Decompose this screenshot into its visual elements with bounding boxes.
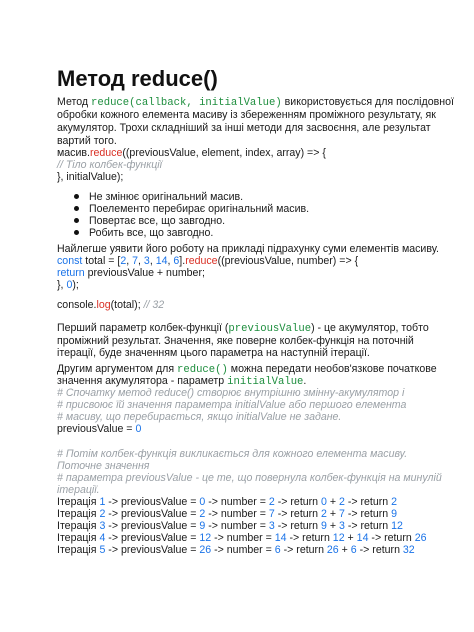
code-keyword: const — [57, 255, 83, 267]
intro-text: Метод — [57, 96, 91, 108]
iteration-text: -> return — [368, 532, 415, 544]
iter-comment: # Потім колбек-функція викликається для кожного елемента масиву. — [57, 448, 408, 460]
code-text: , — [167, 255, 174, 267]
p3-text: можна передати необов'язкове початкове — [227, 363, 437, 375]
iteration-text: -> return — [274, 496, 322, 508]
p2-text: Перший параметр колбек-функції ( — [57, 322, 229, 334]
iteration-text: -> previousValue = — [105, 508, 200, 520]
bullet-item — [74, 227, 213, 239]
iteration-value: 6 — [274, 544, 281, 556]
iteration-value: 32 — [402, 544, 415, 556]
iteration-value: 12 — [332, 532, 345, 544]
bullet-dot-icon — [74, 230, 79, 235]
p2-line-2: проміжний результат. Значення, яке поверне колбек-функція на поточній — [57, 335, 414, 347]
bullet-item — [74, 191, 243, 203]
iteration-text: -> return — [356, 544, 403, 556]
iteration-value: 3 — [99, 520, 106, 532]
iter-comment: Поточне значення — [57, 460, 150, 472]
iteration-value: 14 — [356, 532, 369, 544]
bullet-text: Не змінює оригінальний масив. — [89, 191, 244, 203]
code-function: reduce — [185, 255, 218, 267]
p3-comment: # присвоює їй значення параметра initialValue або першого елемента — [57, 399, 407, 411]
iteration-text: -> number = — [205, 508, 269, 520]
iteration-value: 9 — [391, 508, 398, 520]
iteration-text: + — [326, 496, 339, 508]
code-function: reduce — [89, 147, 123, 159]
iteration-text: -> previousValue = — [105, 496, 200, 508]
iteration-value: 4 — [99, 532, 106, 544]
bullet-text: Поелементо перебирає оригінальний масив. — [89, 203, 310, 215]
bullet-text: Повертає все, що завгодно. — [89, 215, 226, 227]
iteration-value: 3 — [268, 520, 275, 532]
intro-text: використовується для послідовної — [281, 96, 454, 108]
code-keyword: return — [57, 267, 85, 279]
p3-text: . — [303, 375, 307, 387]
bullet-dot-icon — [74, 218, 79, 223]
iteration-row — [57, 496, 397, 508]
iteration-text: + — [326, 508, 339, 520]
code-text: console. — [57, 299, 97, 311]
iter-comment: ітерації. — [57, 484, 100, 496]
iteration-text: -> number = — [211, 532, 275, 544]
iteration-value: 26 — [326, 544, 339, 556]
iteration-text: -> return — [274, 520, 322, 532]
intro-line-3: акумулятор. Трохи складніший за інші методи для засвоєння, але результат — [57, 122, 431, 134]
code-function: log — [96, 299, 111, 311]
code-text: previousValue = — [57, 423, 136, 435]
p2-line-1 — [57, 322, 429, 335]
iteration-text: Ітерація — [57, 532, 100, 544]
iteration-value: 12 — [391, 520, 403, 532]
code-comment: // 32 — [143, 299, 165, 311]
code-text: ); — [72, 279, 79, 291]
code-text: , — [126, 255, 133, 267]
bullet-dot-icon — [74, 206, 79, 211]
code-number: 7 — [132, 255, 139, 267]
iteration-value: 6 — [350, 544, 357, 556]
intro-line-2: обробки кожного елемента масиву із збереженням проміжного результату, як — [57, 109, 436, 121]
code-text: }, — [57, 279, 67, 291]
syntax-comment: // Тіло колбек-функції — [57, 159, 162, 171]
iteration-value: 26 — [414, 532, 427, 544]
iteration-text: -> return — [280, 544, 327, 556]
iteration-value: 5 — [99, 544, 106, 556]
iteration-row — [57, 532, 426, 544]
inline-code: reduce(callback, initialValue) — [91, 97, 282, 109]
bullet-dot-icon — [74, 194, 79, 199]
iteration-value: 7 — [339, 508, 345, 520]
iteration-text: -> return — [344, 508, 392, 520]
p3-comment: # Спочатку метод reduce() створює внутрішню змінну-акумулятор і — [57, 387, 405, 399]
page-title: Метод reduce() — [57, 66, 218, 91]
iteration-text: + — [326, 520, 339, 532]
intro-line-1 — [57, 96, 454, 109]
code-number: 0 — [135, 423, 142, 435]
iteration-text: -> return — [286, 532, 333, 544]
iteration-text: Ітерація — [57, 544, 100, 556]
iteration-value: 0 — [321, 496, 327, 508]
intro-line-4: вартий того. — [57, 135, 117, 147]
iteration-text: Ітерація — [57, 520, 100, 532]
p3-text: значення акумулятора - параметр — [57, 375, 228, 387]
iteration-text: Ітерація — [57, 496, 100, 508]
code-text: total = [ — [82, 255, 121, 267]
prev-init-line — [57, 423, 141, 435]
iteration-text: + — [338, 544, 351, 556]
iteration-text: -> number = — [211, 544, 275, 556]
iteration-value: 0 — [199, 496, 206, 508]
iteration-text: -> number = — [205, 520, 269, 532]
iteration-text: -> number = — [205, 496, 269, 508]
iteration-value: 2 — [339, 496, 345, 508]
iteration-text: -> previousValue = — [105, 520, 200, 532]
example-intro: Найлегше уявити його роботу на прикладі підрахунку суми елементів масиву. — [57, 243, 439, 255]
iteration-text: + — [344, 532, 357, 544]
iteration-value: 1 — [99, 496, 106, 508]
code-text: ((previousValue, number) => { — [217, 255, 359, 267]
code-text: (total); — [110, 299, 144, 311]
p3-text: Другим аргументом для — [57, 363, 177, 375]
code-number: 2 — [120, 255, 127, 267]
iteration-value: 7 — [268, 508, 275, 520]
iteration-row — [57, 508, 397, 520]
inline-code: previousValue — [228, 323, 312, 335]
inline-code: initialValue — [227, 376, 304, 388]
iteration-text: -> return — [344, 520, 392, 532]
iteration-text: -> previousValue = — [105, 532, 200, 544]
iteration-value: 2 — [268, 496, 275, 508]
iteration-text: -> previousValue = — [105, 544, 200, 556]
code-number: 0 — [66, 279, 73, 291]
iteration-row — [57, 520, 403, 532]
code-text: previousValue + number; — [84, 267, 205, 279]
iteration-text: Ітерація — [57, 508, 100, 520]
p2-line-3: ітерації, буде значенням цього параметра на наступній ітерації. — [57, 347, 370, 359]
code-number: 14 — [155, 255, 168, 267]
iteration-value: 14 — [274, 532, 287, 544]
iteration-value: 9 — [199, 520, 206, 532]
iteration-value: 3 — [339, 520, 345, 532]
iteration-row — [57, 544, 415, 556]
code-text: , — [138, 255, 144, 267]
bullet-text: Робить все, що завгодно. — [89, 227, 214, 239]
example-line-1 — [57, 255, 358, 267]
example-line-3 — [57, 279, 79, 291]
p3-comment: # масиву, що перебирається, якщо initialValue не задане. — [57, 411, 342, 423]
iteration-value: 2 — [99, 508, 106, 520]
code-text: , — [149, 255, 156, 267]
inline-code: reduce() — [177, 364, 228, 376]
iteration-value: 26 — [199, 544, 212, 556]
bullet-item — [74, 215, 225, 227]
code-text: ((previousValue, element, index, array) => { — [122, 147, 326, 159]
iteration-value: 2 — [391, 496, 398, 508]
log-line — [57, 299, 164, 311]
code-number: 6 — [173, 255, 180, 267]
syntax-line-1 — [57, 147, 326, 159]
code-number: 3 — [143, 255, 150, 267]
iteration-value: 2 — [199, 508, 206, 520]
iteration-value: 9 — [321, 520, 327, 532]
bullet-item — [74, 203, 309, 215]
iteration-value: 2 — [321, 508, 327, 520]
code-text: ]. — [179, 255, 186, 267]
iteration-text: -> return — [274, 508, 322, 520]
code-text: масив. — [57, 147, 90, 159]
syntax-line-3: }, initialValue); — [57, 171, 124, 183]
iteration-text: -> return — [344, 496, 392, 508]
example-line-2 — [57, 267, 205, 279]
iteration-value: 12 — [199, 532, 212, 544]
iter-comment: # параметра previousValue - це те, що повернула колбек-функція на минулій — [57, 472, 442, 484]
p2-text: ) - це акумулятор, тобто — [311, 322, 429, 334]
